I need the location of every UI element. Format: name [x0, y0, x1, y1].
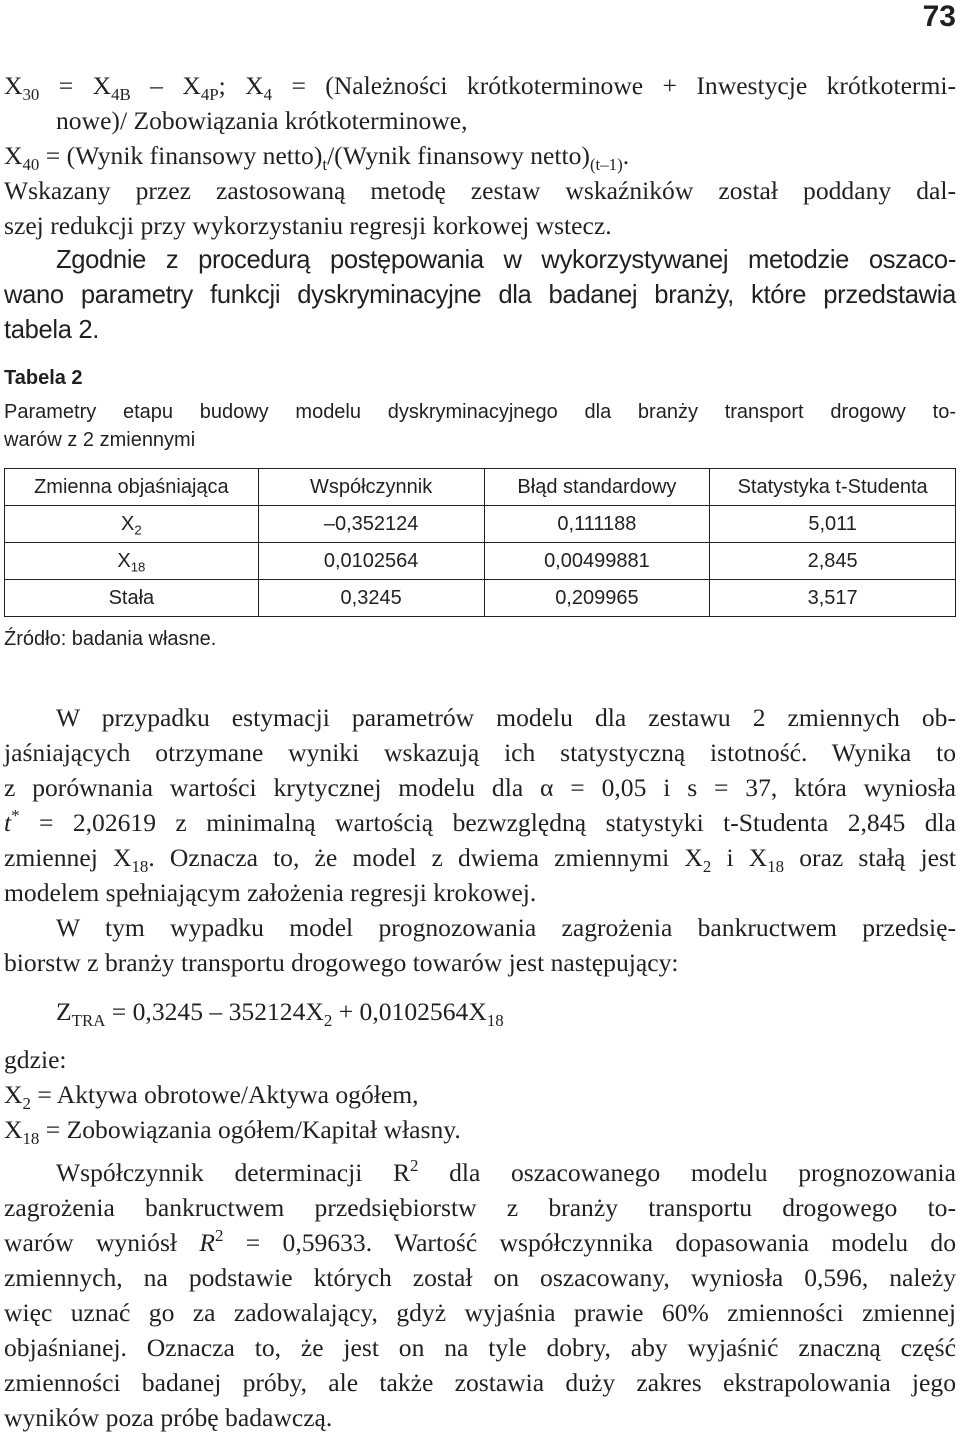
text-line: zagrożenia bankructwem przedsiębiorstw z branży transportu drogowego to-: [4, 1193, 956, 1222]
column-header: Statystyka t-Studenta: [710, 469, 956, 506]
table-cell: Stała: [5, 580, 259, 617]
table-cell: 0,00499881: [484, 543, 710, 580]
parameters-table: [4, 468, 956, 617]
table-cell: 5,011: [710, 506, 956, 543]
definition-x18: $X_{18}$ = Zobowiązania ogółem/Kapitał własny.: [4, 1115, 461, 1148]
table-source: Źródło: badania własne.: [4, 628, 217, 650]
text-line: zmiennych, na podstawie których został on oszacowany, wyniosła 0,596, należy: [4, 1263, 956, 1292]
text-line: biorstw z branży transportu drogowego towarów jest następujący:: [4, 948, 679, 977]
table-cell: 3,517: [710, 580, 956, 617]
table-cell: 0,3245: [258, 580, 484, 617]
table-cell: $X_{18}$: [5, 543, 259, 580]
text-line: W przypadku estymacji parametrów modelu dla zestawu 2 zmiennych ob-: [56, 703, 956, 732]
text-line: z porównania wartości krytycznej modelu dla α = 0,05 i s = 37, która wyniosła: [4, 773, 956, 802]
text-line: zmienności badanej próby, ale także zostawia duży zakres ekstrapolowania jego: [4, 1368, 956, 1397]
text-line: szej redukcji przy wykorzystaniu regresji korkowej wstecz.: [4, 211, 612, 240]
column-header: Współczynnik: [258, 469, 484, 506]
table-cell: 0,209965: [484, 580, 710, 617]
table-row: [5, 506, 956, 543]
table-caption: Parametry etapu budowy modelu dyskryminacyjnego dla branży transport drogowy to-: [4, 401, 956, 423]
definition-x2: $X_2$ = Aktywa obrotowe/Aktywa ogółem,: [4, 1080, 419, 1113]
page-number: 73: [922, 0, 956, 33]
text-line: W tym wypadku model prognozowania zagrożenia bankructwem przedsię-: [56, 913, 956, 942]
text-line: nowe)/ Zobowiązania krótkoterminowe,: [56, 106, 468, 135]
text-line: t* = 2,02619 z minimalną wartością bezwzględną statystyki t-Studenta 2,845 dla: [4, 805, 956, 837]
text-line: więc uznać go za zadowalający, gdyż wyjaśnia prawie 60% zmienności zmiennej: [4, 1298, 956, 1327]
table-header-row: [5, 469, 956, 506]
text-line: jaśniających otrzymane wyniki wskazują ich statystyczną istotność. Wynika to: [4, 738, 956, 767]
column-header: Błąd standardowy: [484, 469, 710, 506]
table-cell: 0,0102564: [258, 543, 484, 580]
text-line: modelem spełniającym założenia regresji krokowej.: [4, 878, 537, 907]
definition-x30: $X_{30} = X_{4B} - X_{4P}$; $X_4$ = (Należności krótkoterminowe + Inwestycje krótkotermi-: [4, 71, 956, 104]
table-cell: $X_2$: [5, 506, 259, 543]
text-line: Współczynnik determinacji $R^2$ dla oszacowanego modelu prognozowania: [56, 1155, 956, 1187]
table-row: [5, 543, 956, 580]
text-line: zmiennej $X_{18}$. Oznacza to, że model z dwiema zmiennymi $X_2$ i $X_{18}$ oraz stałą jest: [4, 843, 957, 876]
text-line: Zgodnie z procedurą postępowania w wykorzystywanej metodzie oszaco-: [56, 246, 956, 274]
column-header: Zmienna objaśniająca: [5, 469, 259, 506]
table-caption: warów z 2 zmiennymi: [4, 429, 196, 451]
text-line: wyników poza próbę badawczą.: [4, 1403, 333, 1432]
text-line: tabela 2.: [4, 316, 100, 344]
text-line: objaśnianej. Oznacza to, że jest on na tyle dobry, aby wyjaśnić znaczną część: [4, 1333, 956, 1362]
text-line: Wskazany przez zastosowaną metodę zestaw wskaźników został poddany dal-: [4, 176, 956, 205]
text-line: warów wyniósł $R^2 = 0,59633$. Wartość współczynnika dopasowania modelu do: [4, 1225, 956, 1257]
table-cell: 2,845: [710, 543, 956, 580]
text-line: wano parametry funkcji dyskryminacyjne dla badanej branży, które przedstawia: [4, 281, 956, 309]
table-cell: 0,111188: [484, 506, 710, 543]
model-formula: $Z_{TRA} = 0,3245 - 352124X_2 + 0,0102564X_{18}$: [56, 997, 504, 1030]
table-label: Tabela 2: [4, 367, 83, 389]
table-cell: –0,352124: [258, 506, 484, 543]
text-line: gdzie:: [4, 1045, 67, 1074]
table-row: [5, 580, 956, 617]
definition-x40: $X_{40}$ = (Wynik finansowy $netto)_t/(Wynik$ finansowy $netto)_{(t-1)}$.: [4, 141, 630, 174]
